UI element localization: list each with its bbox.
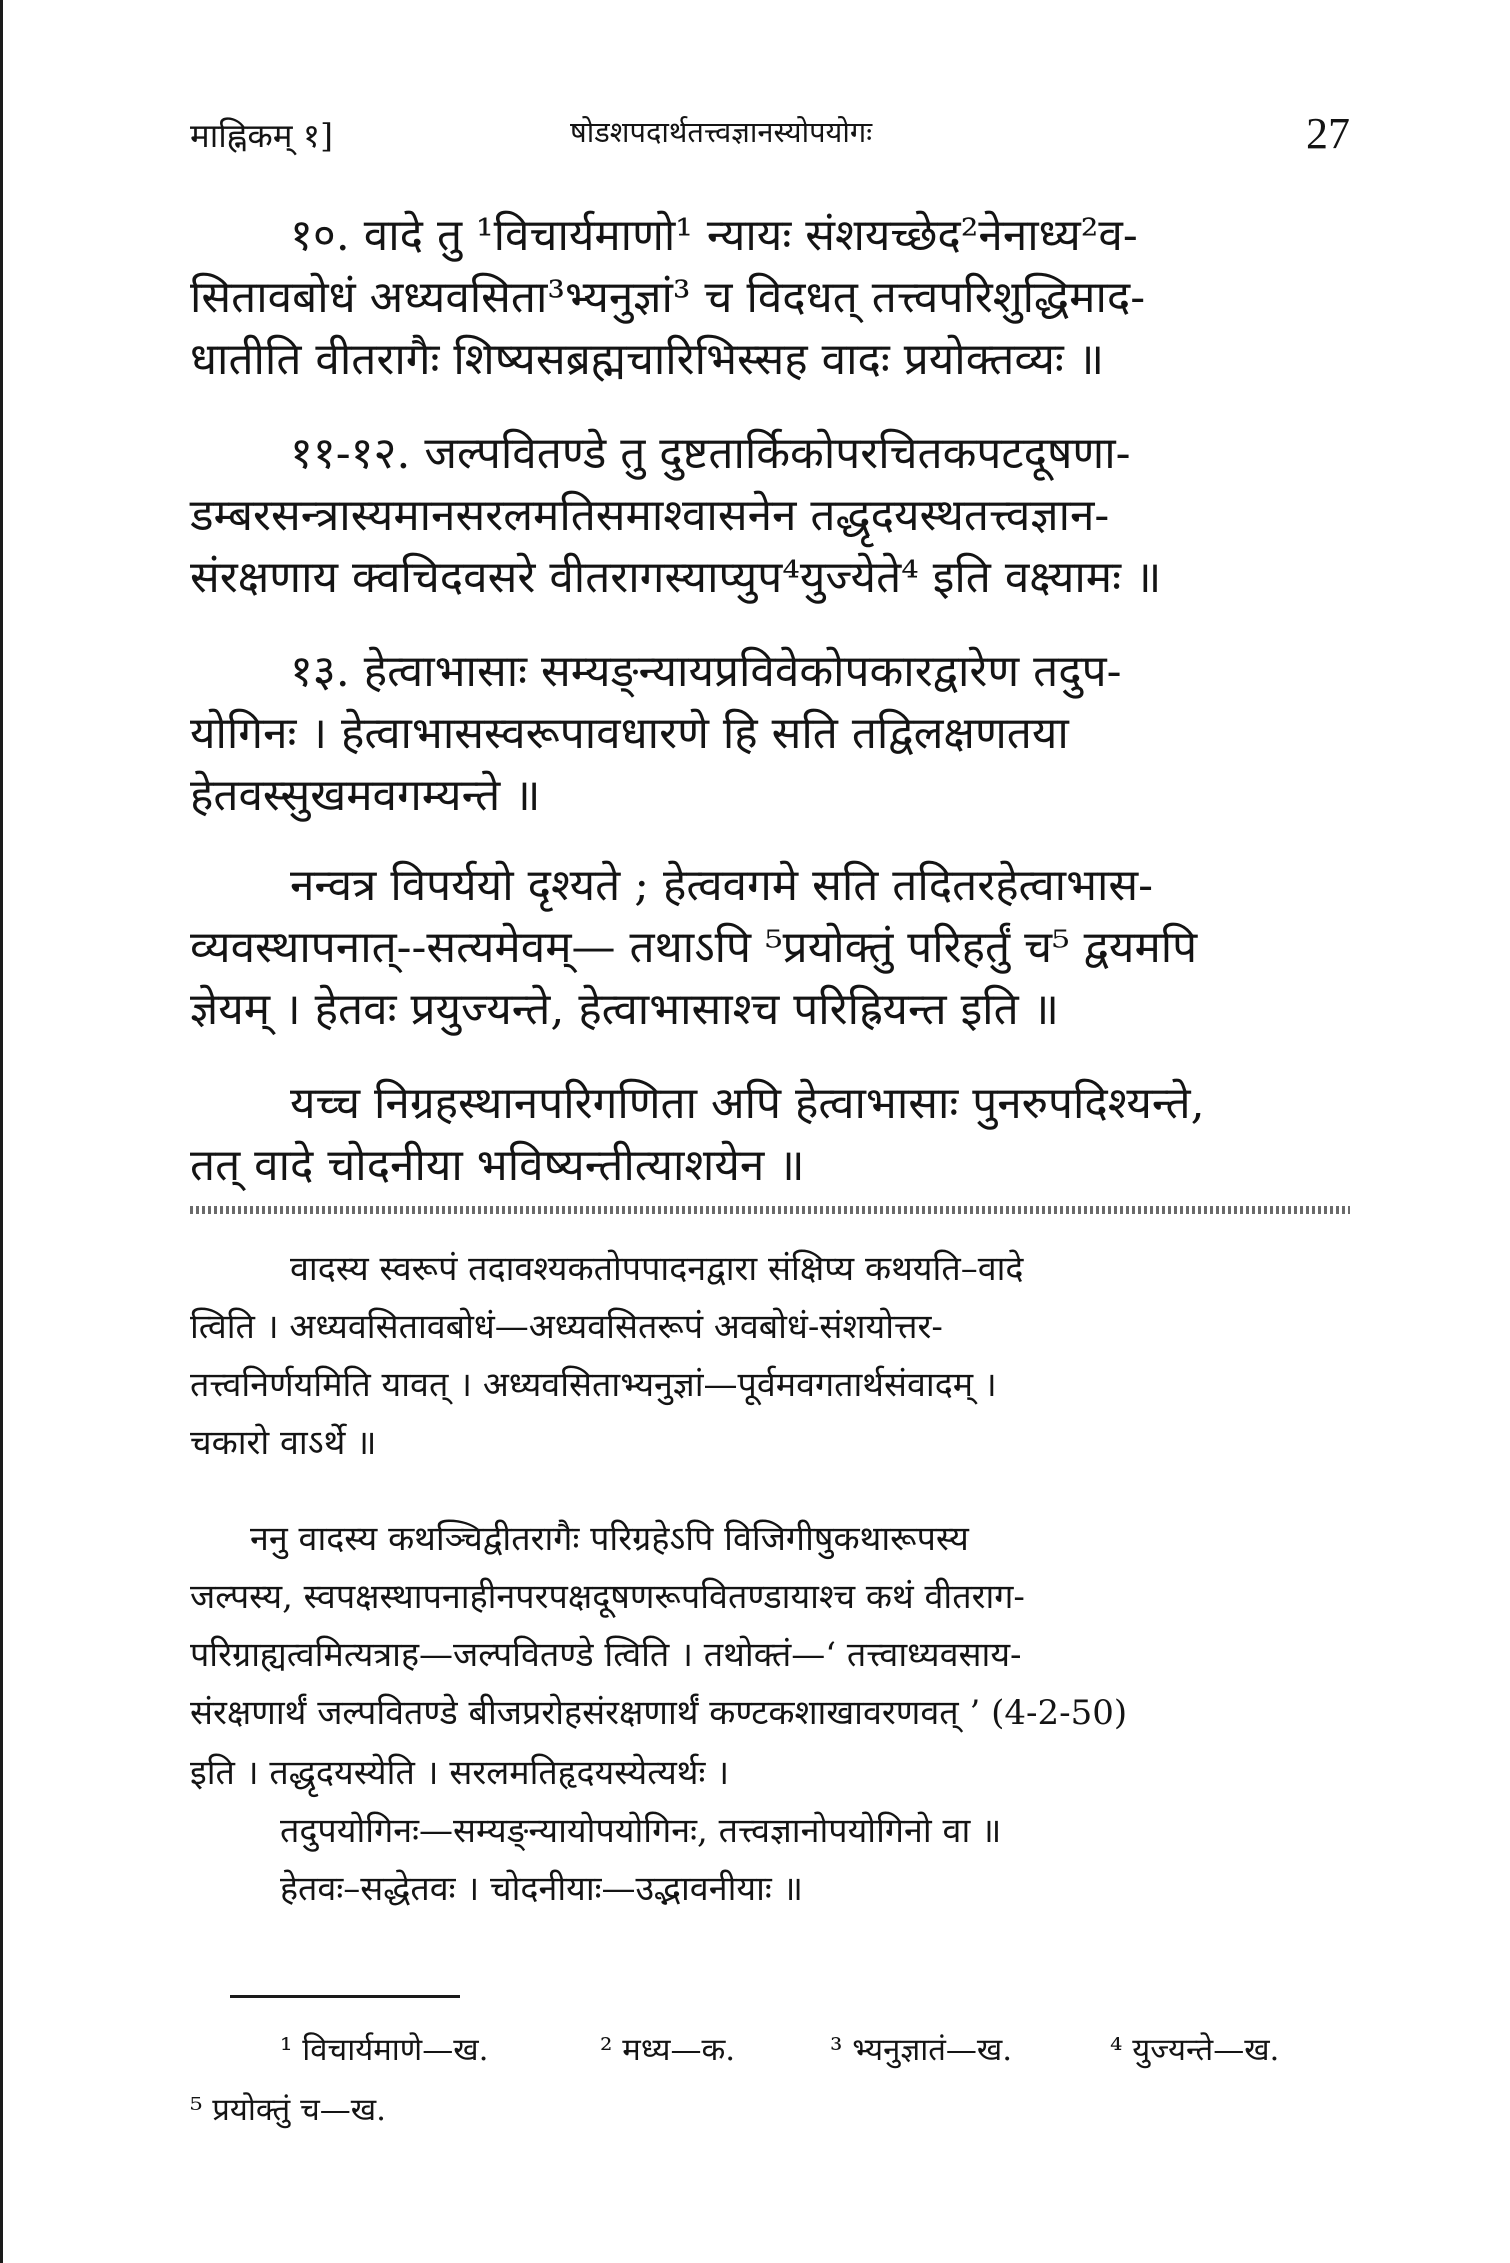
text-line: योगिनः । हेत्वाभासस्वरूपावधारणे हि सति तद्विलक्षणतया (190, 708, 1069, 759)
text-line: १३. हेत्वाभासाः सम्यङ्न्यायप्रविवेकोपकारद्वारेण तदुप- (290, 646, 1122, 697)
footnote: ⁴ युज्यन्ते—ख. (1110, 2032, 1280, 2068)
text-line: डम्बरसन्त्रास्यमानसरलमतिसमाश्वासनेन तद्धृदयस्थतत्त्वज्ञान- (190, 490, 1110, 541)
text-line: हेतवस्सुखमवगम्यन्ते ॥ (190, 770, 541, 821)
footnote: ³ भ्यनुज्ञातं—ख. (830, 2032, 1013, 2068)
footnote: ² मध्य—क. (600, 2032, 736, 2068)
page-number: 27 (1306, 109, 1350, 158)
commentary-line: इति । तद्धृदयस्येति । सरलमतिहृदयस्येत्यर्थः । (190, 1753, 730, 1793)
text-line: नन्वत्र विपर्ययो दृश्यते ; हेत्ववगमे सति तदितरहेत्वाभास- (290, 860, 1154, 911)
commentary-line: परिग्राह्यत्वमित्यत्राह—जल्पवितण्डे त्विति । तथोक्तं—‘ तत्त्वाध्यवसाय- (190, 1635, 1022, 1675)
commentary-line: हेतवः–सद्धेतवः । चोदनीयाः—उद्भावनीयाः ॥ (280, 1869, 803, 1909)
commentary-line: वादस्य स्वरूपं तदावश्यकतोपपादनद्वारा संक्षिप्य कथयति–वादे (290, 1249, 1024, 1289)
text-line: ज्ञेयम् । हेतवः प्रयुज्यन्ते, हेत्वाभासाश्च परिह्रियन्त इति ॥ (190, 984, 1059, 1035)
text-line: धातीति वीतरागैः शिष्यसब्रह्मचारिभिस्सह वादः प्रयोक्तव्यः ॥ (190, 334, 1105, 385)
footnote-rule (230, 1995, 460, 1998)
commentary-line: जल्पस्य, स्वपक्षस्थापनाहीनपरपक्षदूषणरूपवितण्डायाश्च कथं वीतराग- (190, 1577, 1025, 1617)
text-line: १०. वादे तु ¹विचार्यमाणो¹ न्यायः संशयच्छेद²नेनाध्य²व- (290, 210, 1138, 261)
text-line: ११-१२. जल्पवितण्डे तु दुष्टतार्किकोपरचितकपटदूषणा- (290, 428, 1131, 479)
running-header (190, 108, 1350, 168)
commentary-line: चकारो वाऽर्थे ॥ (190, 1423, 377, 1463)
text-line: संरक्षणाय क्वचिदवसरे वीतरागस्याप्युप⁴युज्येते⁴ इति वक्ष्यामः ॥ (190, 552, 1162, 603)
footnote: ⁵ प्रयोक्तुं च—ख. (190, 2092, 386, 2128)
header-title: षोडशपदार्थतत्त्वज्ञानस्योपयोगः (570, 115, 873, 149)
commentary-line: त्विति । अध्यवसितावबोधं—अध्यवसितरूपं अवबोधं-संशयोत्तर- (190, 1307, 943, 1347)
section-divider (190, 1206, 1350, 1214)
text-line: यच्च निग्रहस्थानपरिगणिता अपि हेत्वाभासाः पुनरुपदिश्यन्ते, (290, 1078, 1205, 1129)
commentary-line: संरक्षणार्थं जल्पवितण्डे बीजप्ररोहसंरक्षणार्थं कण्टकशाखावरणवत् ’ (4-2-50) (190, 1693, 1128, 1733)
commentary-line: तत्त्वनिर्णयमिति यावत् । अध्यवसिताभ्यनुज्ञां—पूर्वमवगतार्थसंवादम् । (190, 1365, 997, 1405)
text-line: व्यवस्थापनात्--सत्यमेवम्— तथाऽपि ⁵प्रयोक्तुं परिहर्तुं च⁵ द्वयमपि (190, 922, 1198, 973)
text-line: तत् वादे चोदनीया भविष्यन्तीत्याशयेन ॥ (190, 1140, 805, 1191)
footnote: ¹ विचार्यमाणे—ख. (280, 2032, 489, 2068)
commentary-line: ननु वादस्य कथञ्चिद्वीतरागैः परिग्रहेऽपि विजिगीषुकथारूपस्य (250, 1519, 969, 1559)
header-chapter: माह्निकम् १] (190, 116, 333, 155)
text-line: सितावबोधं अध्यवसिता³भ्यनुज्ञां³ च विदधत् तत्त्वपरिशुद्धिमाद- (190, 272, 1146, 323)
commentary-line: तदुपयोगिनः—सम्यङ्न्यायोपयोगिनः, तत्त्वज्ञानोपयोगिनो वा ॥ (280, 1811, 1002, 1851)
